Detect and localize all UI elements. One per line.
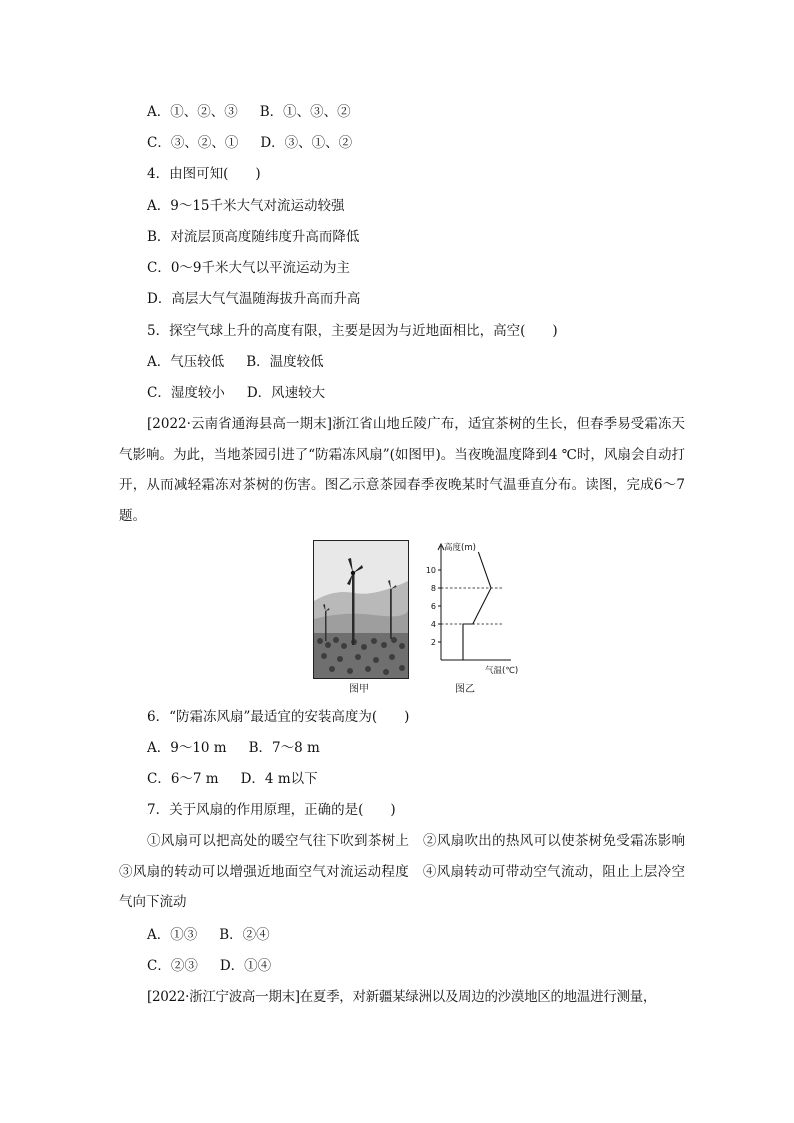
q4-option-b: B．对流层顶高度随纬度升高而降低	[147, 229, 360, 245]
y-tick-label: 10	[425, 566, 436, 575]
figure-frost-fan	[313, 540, 523, 695]
y-tick-label: 2	[430, 638, 436, 647]
q4-stem: 4．由图可知( )	[147, 166, 261, 182]
q5-option-a: A．气压较低	[147, 354, 225, 370]
q5-options-row1	[147, 353, 324, 371]
q7-statements: ①风扇可以把高处的暖空气往下吹到茶树上 ②风扇吹出的热风可以使茶树免受霜冻影响 ③风扇的转动可以增强近地面空气对流运动程度 ④风扇转动可带动空气流动，阻止上层冷空气向下流动	[119, 833, 699, 910]
y-axis-label: 高度(m)	[444, 543, 476, 553]
temperature-profile-line	[463, 552, 491, 660]
q3-option-a: A．①、②、③	[147, 104, 238, 120]
q6-options-row2	[147, 770, 318, 788]
q6-options-row1	[147, 739, 320, 757]
q6-stem: 6．“防霜冻风扇”最适宜的安装高度为( )	[147, 709, 410, 725]
q7-option-c: C．②③	[147, 958, 198, 974]
q5-option-c: C．湿度较小	[147, 385, 225, 401]
q4-option-a: A．9～15千米大气对流运动较强	[147, 198, 345, 214]
caption-figure-a: 图甲	[349, 684, 369, 695]
q4-option-d: D．高层大气气温随海拔升高而升高	[147, 291, 361, 307]
caption-figure-b: 图乙	[455, 684, 475, 695]
q4-option-c: C．0～9千米大气以平流运动为主	[147, 260, 351, 276]
x-axis-label: 气温(℃)	[485, 666, 519, 676]
q3-options-row2	[147, 134, 352, 152]
q6-option-a: A．9～10 m	[147, 740, 227, 756]
q3-option-b: B．①、③、②	[259, 104, 351, 120]
q7-option-b: B．②④	[219, 927, 270, 943]
q6-option-d: D．4 m以下	[240, 771, 318, 787]
q7-stem: 7．关于风扇的作用原理，正确的是( )	[147, 802, 396, 818]
q6-option-c: C．6～7 m	[147, 771, 219, 787]
passage-frost-fan: [2022·云南省通海县高一期末]浙江省山地丘陵广布，适宜茶树的生长，但春季易受霜冻天气影响。为此，当地茶园引进了“防霜冻风扇”(如图甲)。当夜晚温度降到4 ℃时，风扇会自动打开，从而减轻霜冻对茶树的伤害。图乙示意茶园春季夜晚某时气温垂直分布。读图，完成6～7题。	[119, 416, 685, 524]
q7-option-a: A．①③	[147, 927, 198, 943]
q7-options-row2	[147, 957, 271, 975]
y-tick-label: 6	[430, 602, 436, 611]
passage-oasis: [2022·浙江宁波高一期末]在夏季，对新疆某绿洲以及周边的沙漠地区的地温进行测量，	[147, 989, 657, 1005]
q5-stem: 5．探空气球上升的高度有限，主要是因为与近地面相比，高空( )	[147, 323, 558, 339]
photo-frost-fan-drawing	[314, 541, 408, 678]
y-tick-label: 8	[430, 584, 436, 593]
temperature-profile-chart	[425, 540, 523, 680]
q7-options-row1	[147, 926, 270, 944]
q3-option-c: C．③、②、①	[147, 135, 239, 151]
q6-option-b: B．7～8 m	[248, 740, 320, 756]
q3-options-row1	[147, 103, 351, 121]
y-tick-label: 4	[430, 620, 436, 629]
q7-option-d: D．①④	[219, 958, 272, 974]
q3-option-d: D．③、①、②	[260, 135, 353, 151]
photo-frost-fan	[313, 540, 409, 679]
q5-option-b: B．温度较低	[246, 354, 324, 370]
q5-option-d: D．风速较大	[246, 385, 326, 401]
q5-options-row2	[147, 384, 325, 402]
